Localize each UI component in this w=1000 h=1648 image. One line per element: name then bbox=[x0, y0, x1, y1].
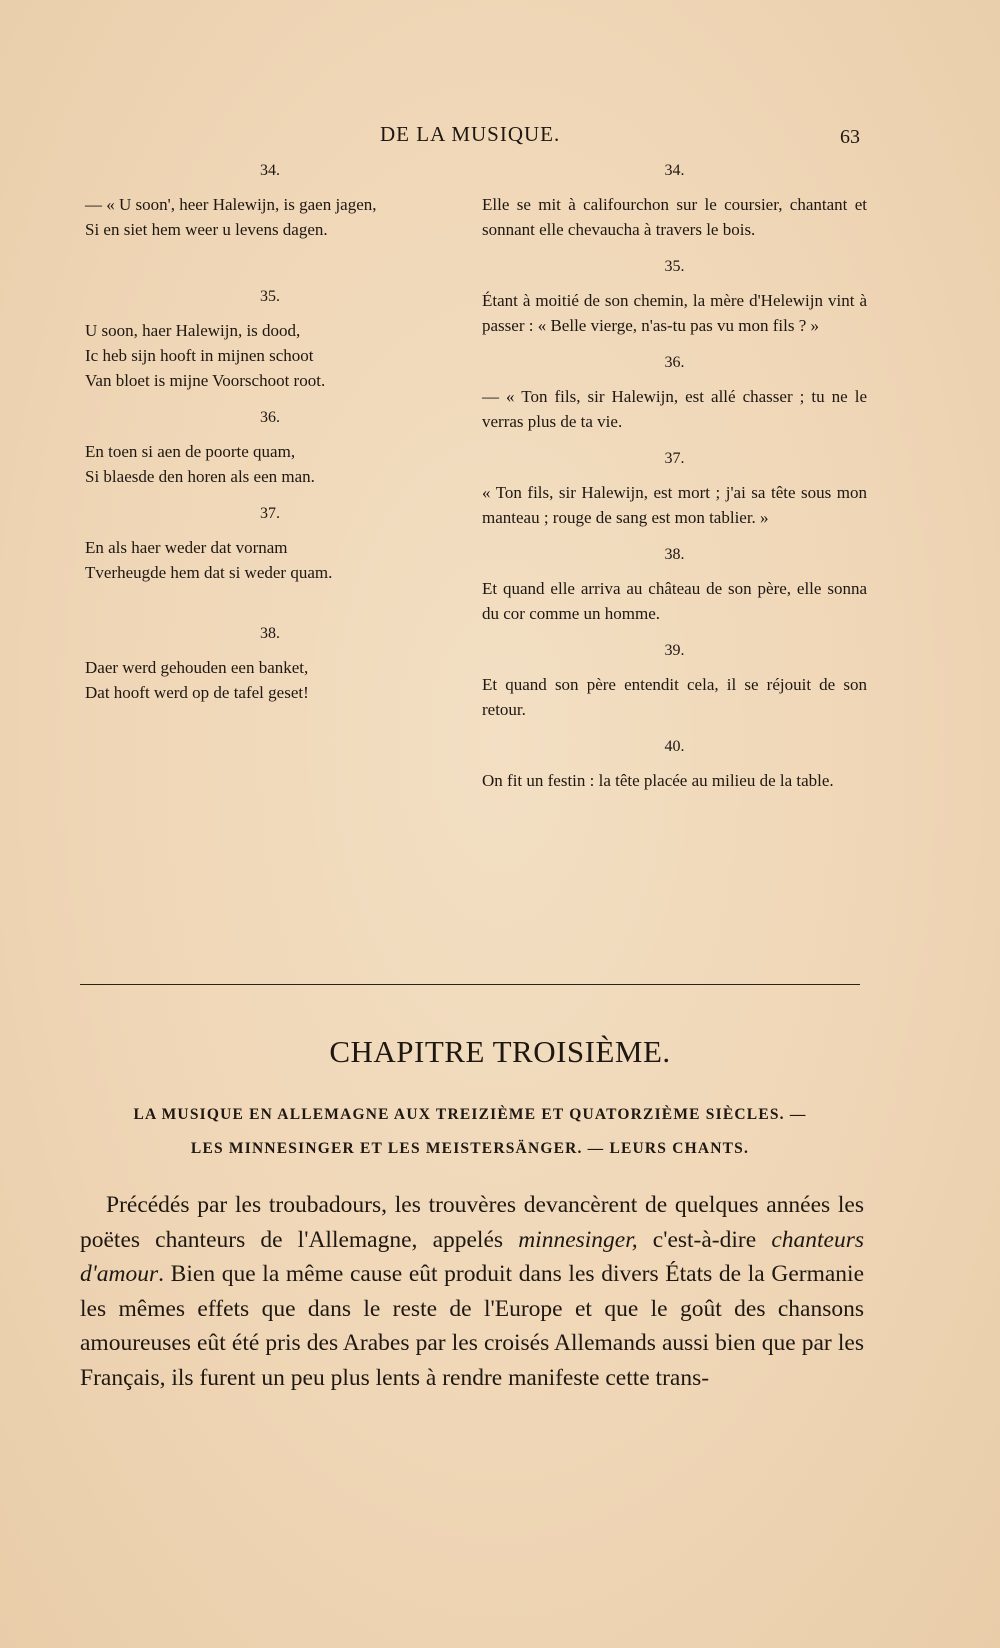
chapter-subtitle bbox=[80, 1098, 860, 1166]
body-text-run: . Bien que la même cause eût produit dans les divers États de la Germanie les mêmes effets que dans le reste de l'Europe et que le goût des chansons amoureuses eût été pris des Arabes par les croisés Allemands aussi bien que par les Français, ils furent un peu plus lents à rendre manifeste cette trans- bbox=[80, 1261, 864, 1391]
translation-text: Et quand elle arriva au château de son père, elle sonna du cor comme un homme. bbox=[482, 579, 867, 623]
body-italic-run: chanteurs d'amour bbox=[80, 1226, 865, 1287]
stanza-number: 35. bbox=[664, 258, 685, 275]
stanza bbox=[482, 160, 867, 242]
stanza bbox=[482, 736, 867, 793]
running-head bbox=[0, 122, 1000, 152]
parallel-text-columns bbox=[0, 160, 1000, 960]
verse-line: Si en siet hem weer u levens dagen. bbox=[85, 220, 328, 239]
stanza-number: 34. bbox=[664, 162, 685, 179]
chapter-subtitle-line: LES MINNESINGER ET LES MEISTERSÄNGER. — LEURS CHANTS. bbox=[190, 1140, 750, 1157]
stanza-number: 34. bbox=[260, 162, 280, 179]
stanza bbox=[482, 448, 867, 530]
stanza bbox=[482, 544, 867, 626]
verse-line: Daer werd gehouden een banket, bbox=[85, 658, 309, 677]
stanza-number: 40. bbox=[664, 738, 685, 755]
stanza-number: 37. bbox=[260, 505, 280, 522]
verse-line: Van bloet is mijne Voorschoot root. bbox=[85, 371, 326, 390]
verse-line: — « U soon', heer Halewijn, is gaen jagen, bbox=[85, 195, 377, 214]
stanza-number: 36. bbox=[260, 409, 280, 426]
translation-text: Étant à moitié de son chemin, la mère d'Helewijn vint à passer : « Belle vierge, n'as-tu pas vu mon fils ? » bbox=[482, 291, 867, 335]
translation-text: On fit un festin : la tête placée au milieu de la table. bbox=[482, 771, 834, 790]
section-divider bbox=[80, 984, 860, 985]
stanza bbox=[85, 286, 455, 393]
chapter-title: CHAPITRE TROISIÈME. bbox=[329, 1034, 671, 1069]
stanza-number: 37. bbox=[664, 450, 685, 467]
translation-text: « Ton fils, sir Halewijn, est mort ; j'ai sa tête sous mon manteau ; rouge de sang est mon tablier. » bbox=[482, 483, 867, 527]
verse-line: Tverheugde hem dat si weder quam. bbox=[85, 563, 333, 582]
body-paragraph bbox=[80, 1188, 864, 1395]
verse-line: En toen si aen de poorte quam, bbox=[85, 442, 296, 461]
stanza-number: 39. bbox=[664, 642, 685, 659]
stanza bbox=[482, 352, 867, 434]
stanza-number: 38. bbox=[260, 625, 280, 642]
body-text-run: Précédés par les troubadours, les trouvères devancèrent de quelques années les poëtes chanteurs de l'Allemagne, appelés bbox=[80, 1192, 864, 1253]
translation-column bbox=[482, 160, 867, 793]
stanza-number: 36. bbox=[664, 354, 685, 371]
stanza bbox=[85, 503, 455, 585]
verse-line: Si blaesde den horen als een man. bbox=[85, 467, 315, 486]
verse-line: Dat hooft werd op de tafel geset! bbox=[85, 683, 309, 702]
translation-text: Et quand son père entendit cela, il se réjouit de son retour. bbox=[482, 675, 867, 719]
verse-line: En als haer weder dat vornam bbox=[85, 538, 288, 557]
translation-text: Elle se mit à califourchon sur le coursier, chantant et sonnant elle chevaucha à travers le bois. bbox=[482, 195, 867, 239]
stanza-number: 38. bbox=[664, 546, 685, 563]
stanza bbox=[85, 407, 455, 489]
verse-line: U soon, haer Halewijn, is dood, bbox=[85, 321, 301, 340]
verse-line: Ic heb sijn hooft in mijnen schoot bbox=[85, 346, 314, 365]
stanza bbox=[482, 256, 867, 338]
stanza bbox=[85, 623, 455, 705]
stanza bbox=[85, 160, 455, 242]
running-title: DE LA MUSIQUE. bbox=[380, 122, 561, 146]
body-text-run: c'est-à-dire bbox=[637, 1226, 772, 1253]
original-text-column bbox=[85, 160, 455, 705]
body-italic-run: minnesinger, bbox=[518, 1226, 638, 1253]
chapter-subtitle-line: LA MUSIQUE EN ALLEMAGNE AUX TREIZIÈME ET QUATORZIÈME SIÈCLES. — bbox=[133, 1106, 807, 1123]
translation-text: — « Ton fils, sir Halewijn, est allé chasser ; tu ne le verras plus de ta vie. bbox=[482, 387, 867, 431]
stanza bbox=[482, 640, 867, 722]
stanza-number: 35. bbox=[260, 288, 280, 305]
page-number: 63 bbox=[840, 126, 860, 148]
